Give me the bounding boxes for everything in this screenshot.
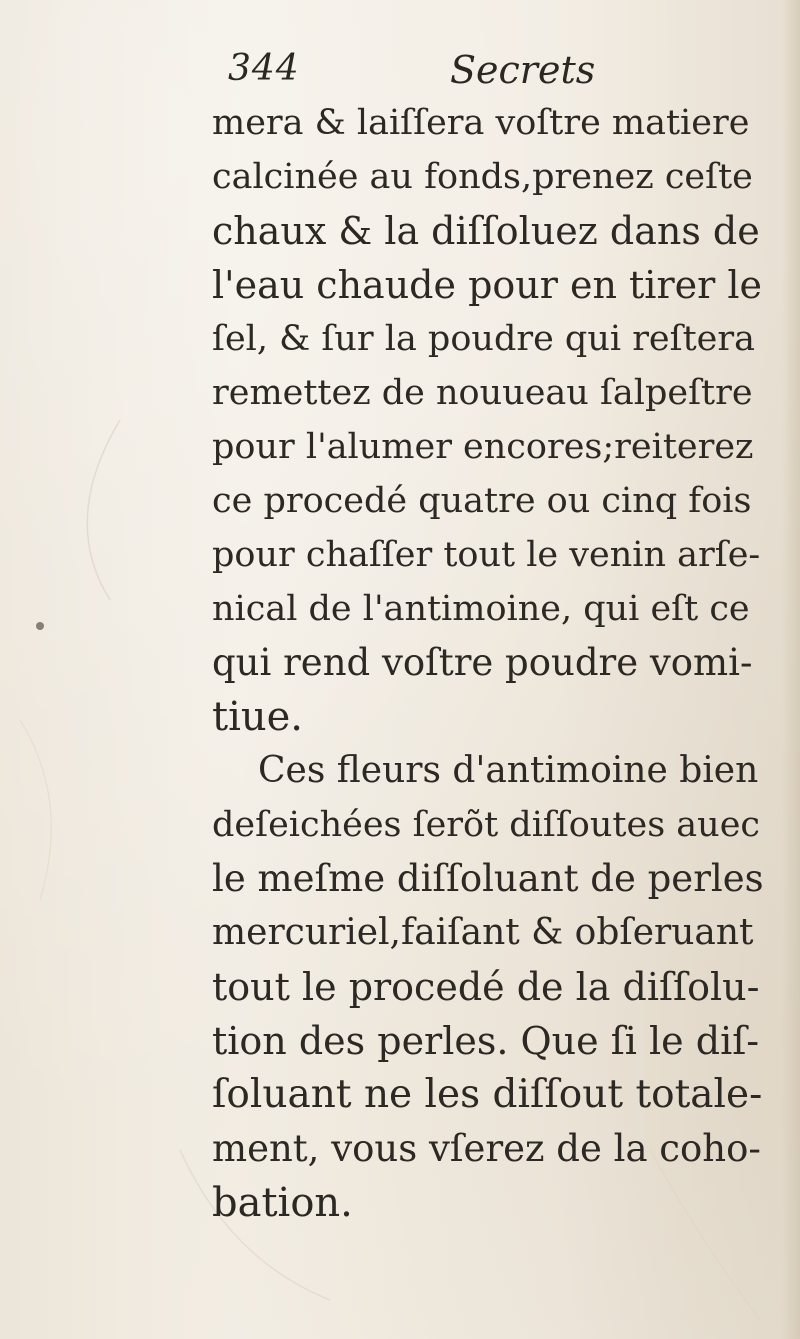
text-line: tion des perles. Que ſi le diſ- xyxy=(212,1019,760,1063)
text-line: nical de l'antimoine, qui eſt ce xyxy=(212,589,750,629)
text-line: mera & laiſſera voſtre matiere xyxy=(212,103,750,143)
text-line: tout le procedé de la diſſolu- xyxy=(212,965,760,1009)
paragraph-start-line: Ces fleurs d'antimoine bien xyxy=(258,750,759,791)
text-line: ſel, & ſur la poudre qui reſtera xyxy=(212,319,755,359)
text-line: pour l'alumer encores;reiterez xyxy=(212,427,754,467)
text-line: qui rend voſtre poudre vomi- xyxy=(212,641,753,684)
text-line: calcinée au fonds,prenez ceſte xyxy=(212,157,753,197)
text-line: remettez de nouueau ſalpeſtre xyxy=(212,373,753,413)
text-line: mercuriel,faiſant & obſeruant xyxy=(212,912,754,953)
text-line: pour chaſſer tout le venin arſe- xyxy=(212,535,761,575)
text-line: deſeichées ſerõt diſſoutes auec xyxy=(212,805,761,845)
text-line: ment, vous vſerez de la coho- xyxy=(212,1127,761,1170)
text-line: tiue. xyxy=(212,694,304,740)
text-line: ce procedé quatre ou cinq fois xyxy=(212,481,752,521)
text-line: chaux & la diſſoluez dans de xyxy=(212,209,760,253)
text-line: le meſme diſſoluant de perles xyxy=(212,857,764,900)
text-line: l'eau chaude pour en tirer le xyxy=(212,263,762,307)
text-line: ſoluant ne les diſſout totale- xyxy=(212,1072,763,1117)
page-number: 344 xyxy=(228,48,300,89)
page-header xyxy=(228,48,688,98)
margin-ink-dot xyxy=(36,622,44,630)
text-line: bation. xyxy=(212,1180,353,1226)
running-head: Secrets xyxy=(450,48,596,92)
